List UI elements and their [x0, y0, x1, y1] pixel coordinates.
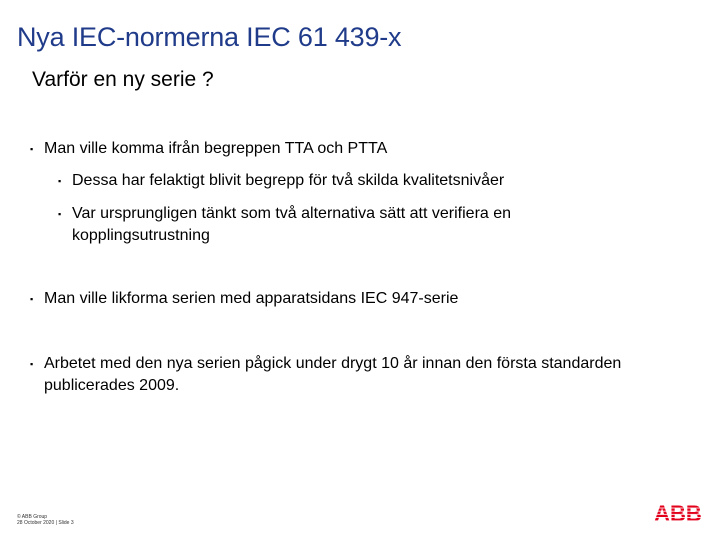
sub-bullet-item	[58, 203, 618, 247]
bullet-marker-icon: ▪	[58, 209, 62, 219]
abb-logo	[652, 502, 704, 524]
bullet-item	[30, 138, 630, 160]
sub-bullet-text: Dessa har felaktigt blivit begrepp för två skilda kvalitetsnivåer	[72, 172, 505, 189]
bullet-text: Arbetet med den nya serien pågick under drygt 10 år innan den första standarden publicerades 2009.	[44, 355, 622, 394]
bullet-item	[30, 353, 630, 397]
footer-date-slide: 28 October 2020 | Slide 3	[17, 520, 74, 526]
footer-copyright: © ABB Group	[17, 514, 48, 520]
bullet-marker-icon: ▪	[30, 144, 34, 154]
slide-subtitle: Varför en ny serie ?	[32, 68, 214, 91]
sub-bullet-text: Var ursprungligen tänkt som två alternativa sätt att verifiera en kopplingsutrustning	[72, 205, 512, 244]
bullet-marker-icon: ▪	[30, 359, 34, 369]
bullet-text: Man ville komma ifrån begreppen TTA och PTTA	[44, 140, 388, 157]
slide-footer	[17, 514, 74, 526]
bullet-item	[30, 288, 630, 310]
bullet-marker-icon: ▪	[30, 294, 34, 304]
slide-title: Nya IEC-normerna IEC 61 439-x	[17, 22, 402, 52]
bullet-text: Man ville likforma serien med apparatsidans IEC 947-serie	[44, 290, 459, 307]
bullet-marker-icon: ▪	[58, 176, 62, 186]
sub-bullet-item	[58, 170, 618, 192]
